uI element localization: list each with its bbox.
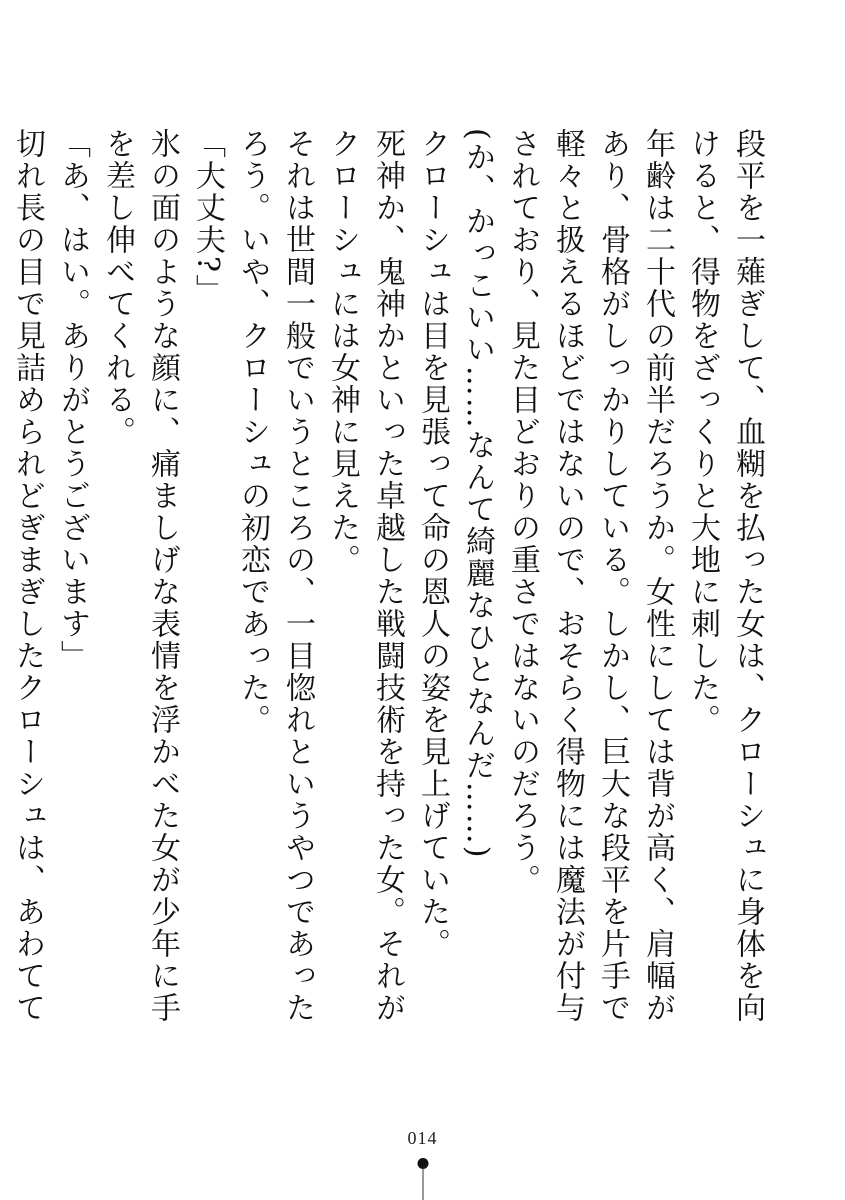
page-number: 014 [407, 1128, 438, 1148]
paragraph-2: 年齢は二十代の前半だろうか。女性にしては背が高く、肩幅があり、骨格がしっかりしている。しかし、巨大な段平を片手で軽々と扱えるほどではないので、おそらく得物には魔法が付与されており、見た目どおりの重さではないのだろう。 [505, 128, 675, 1024]
paragraph-6: それは世間一般でいうところの、一目惚れというやつであったろう。いや、クローシュの初恋であった。 [235, 128, 315, 1024]
paragraph-9: 「あ、はい。ありがとうございます」 [55, 128, 90, 672]
paragraph-7: 「大丈夫?」 [190, 128, 225, 307]
paragraph-1: 段平を一薙ぎして、血糊を払った女は、クローシュに身体を向けると、得物をざっくりと大地に刺した。 [685, 128, 765, 1024]
paragraph-10: 切れ長の目で見詰められどぎまぎしたクローシュは、あわてて [10, 128, 45, 1024]
folio-rule [423, 1168, 424, 1200]
body-text [10, 128, 770, 1028]
paragraph-8: 氷の面のような顔に、痛ましげな表情を浮かべた女が少年に手を差し伸べてくれる。 [100, 128, 180, 1024]
paragraph-3: (か、かっこいい……なんて綺麗なひとなんだ……) [460, 128, 495, 860]
paragraph-5: 死神か、鬼神かといった卓越した戦闘技術を持った女。それがクローシュには女神に見えた。 [325, 128, 405, 1024]
paragraph-4: クローシュは目を見張って命の恩人の姿を見上げていた。 [415, 128, 450, 960]
